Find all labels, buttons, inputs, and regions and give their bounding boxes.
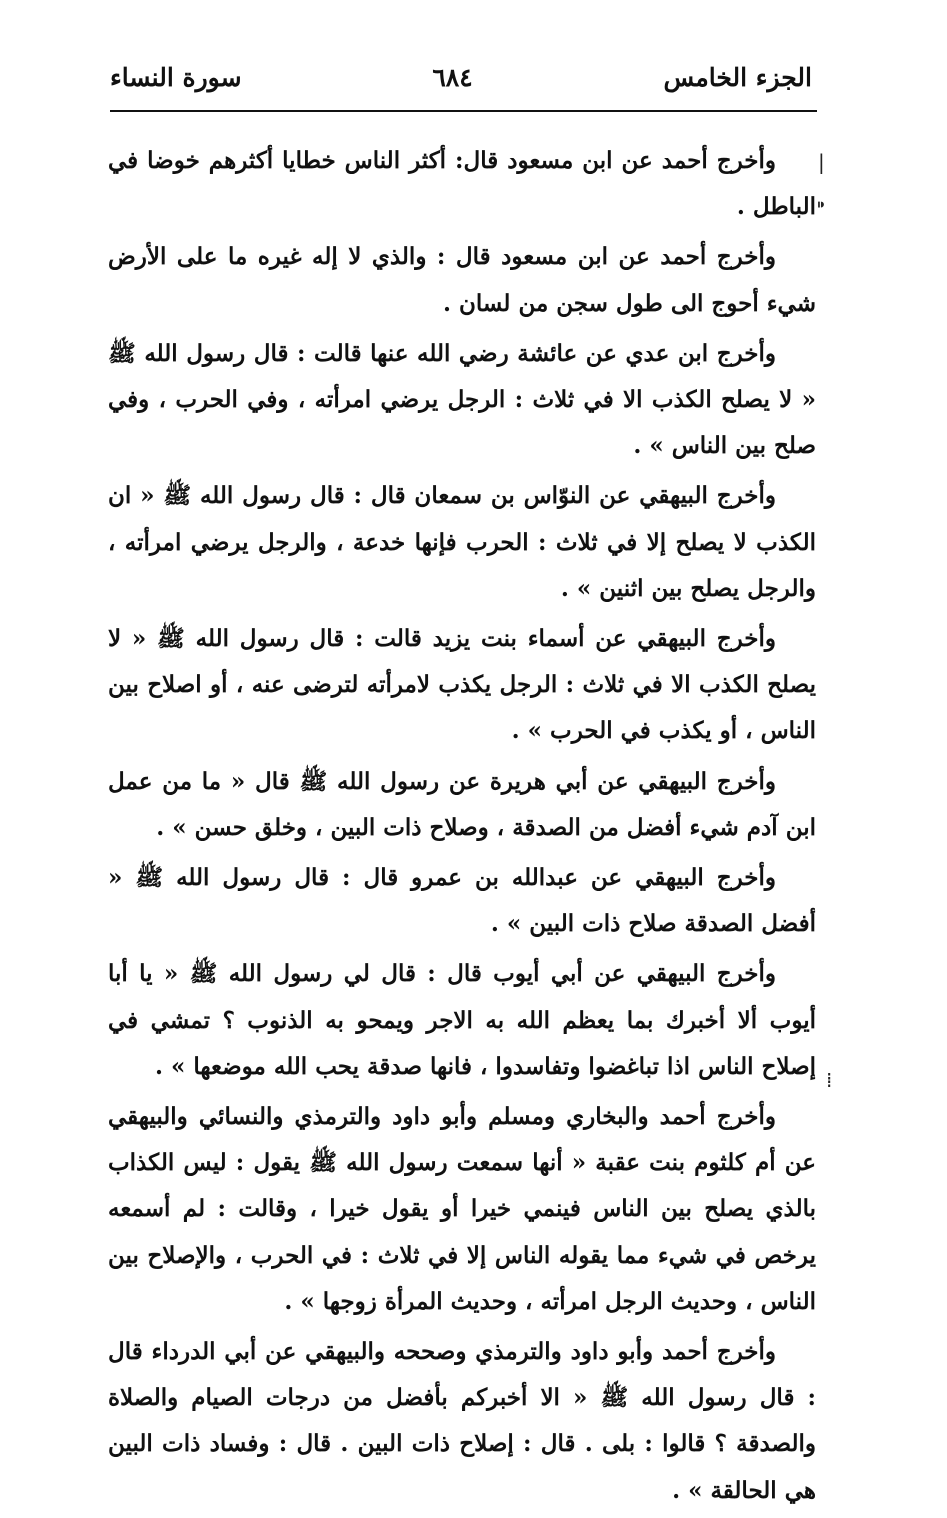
hadith-paragraph: وأخرج البيهقي عن أبي هريرة عن رسول الله ﷺ قال « ما من عمل ابن آدم شيء أفضل من الصدقة ، وصلاح ذات البين ، وخلق حسن » . bbox=[108, 767, 816, 841]
hadith-paragraph: وأخرج أحمد عن ابن مسعود قال: أكثر الناس خطايا أكثرهم خوضا في الباطل . bbox=[108, 147, 816, 221]
page-body bbox=[108, 138, 816, 1518]
margin-mark: ⁍ bbox=[816, 193, 826, 217]
margin-mark: ⁞ bbox=[826, 1068, 833, 1092]
page-header bbox=[110, 52, 812, 102]
hadith-paragraph: وأخرج البيهقي عن أبي أيوب قال : قال لي رسول الله ﷺ « يا أبا أيوب ألا أخبرك بما يعظم الله به الاجر ويمحو به الذنوب ؟ تمشي في إصلاح الناس اذا تباغضوا وتفاسدوا ، فانها صدقة يحب الله موضعها » . bbox=[108, 960, 816, 1080]
hadith-paragraph: وأخرج البيهقي عن أسماء بنت يزيد قالت : قال رسول الله ﷺ « لا يصلح الكذب الا في ثلاث : الرجل يكذب لامرأته لترضى عنه ، أو اصلاح بين الناس ، أو يكذب في الحرب » . bbox=[108, 625, 816, 745]
header-divider bbox=[110, 110, 817, 112]
hadith-paragraph: وأخرج البيهقي عن النوّاس بن سمعان قال : قال رسول الله ﷺ « ان الكذب لا يصلح إلا في ثلاث : الحرب فإنها خدعة ، والرجل يرضي امرأته ، والرجل يصلح بين اثنين » . bbox=[108, 482, 816, 602]
hadith-paragraph: وأخرج أحمد عن ابن مسعود قال : والذي لا إله غيره ما على الأرض شيء أحوج الى طول سجن من لسان . bbox=[108, 243, 816, 317]
margin-mark: | bbox=[818, 150, 825, 174]
hadith-paragraph: وأخرج البيهقي عن عبدالله بن عمرو قال : قال رسول الله ﷺ « أفضل الصدقة صلاح ذات البين » . bbox=[108, 864, 816, 938]
hadith-paragraph: وأخرج أحمد وأبو داود والترمذي وصححه والبيهقي عن أبي الدرداء قال : قال رسول الله ﷺ « الا أخبركم بأفضل من درجات الصيام والصلاة والصدقة ؟ قالوا : بلى . قال : إصلاح ذات البين . قال : وفساد ذات البين هي الحالقة » . bbox=[108, 1338, 816, 1504]
surah-title: سورة النساء bbox=[110, 62, 242, 92]
part-title: الجزء الخامس bbox=[663, 62, 812, 92]
page-number: ٦٨٤ bbox=[432, 62, 473, 92]
hadith-paragraph: وأخرج أحمد والبخاري ومسلم وأبو داود والترمذي والنسائي والبيهقي عن أم كلثوم بنت عقبة « أنها سمعت رسول الله ﷺ يقول : ليس الكذاب بالذي يصلح بين الناس فينمي خيرا أو يقول خيرا ، وقالت : لم أسمعه يرخص في شيء مما يقوله الناس إلا في ثلاث : في الحرب ، والإصلاح بين الناس ، وحديث الرجل امرأته ، وحديث المرأة زوجها » . bbox=[108, 1103, 816, 1315]
hadith-paragraph: وأخرج ابن عدي عن عائشة رضي الله عنها قالت : قال رسول الله ﷺ « لا يصلح الكذب الا في ثلاث : الرجل يرضي امرأته ، وفي الحرب ، وفي صلح بين الناس » . bbox=[108, 339, 816, 460]
